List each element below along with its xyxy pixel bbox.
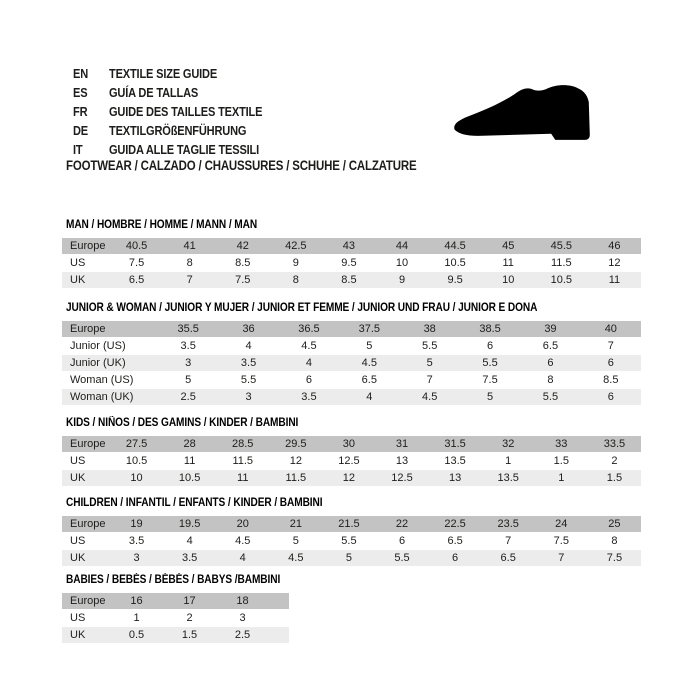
size-cell: 16	[110, 593, 163, 609]
size-cell: 3.5	[279, 389, 339, 405]
size-cell: 13	[429, 470, 482, 486]
size-table-section-kids	[62, 416, 641, 487]
size-cell: 29.5	[269, 436, 322, 452]
size-cell: 36.5	[279, 321, 339, 337]
size-table	[62, 435, 641, 487]
size-cell: 1	[535, 470, 588, 486]
size-cell: 8	[520, 372, 580, 388]
size-cell: 13	[375, 453, 428, 469]
table-row	[62, 372, 641, 388]
table-row	[62, 627, 289, 643]
language-row	[73, 64, 289, 83]
size-cell: 3	[216, 610, 269, 626]
row-label: UK	[62, 470, 110, 486]
size-cell: 3	[110, 550, 163, 566]
size-cell: 4.5	[339, 355, 399, 371]
row-label: Europe	[62, 593, 110, 609]
table-row	[62, 436, 641, 452]
size-cell: 7.5	[588, 550, 641, 566]
size-cell: 4.5	[400, 389, 460, 405]
row-label: UK	[62, 627, 110, 643]
size-cell: 4	[163, 533, 216, 549]
size-cell: 1.5	[163, 627, 216, 643]
table-row	[62, 610, 289, 626]
size-cell: 4.5	[216, 533, 269, 549]
size-cell: 3.5	[158, 338, 218, 354]
size-cell: 10.5	[163, 470, 216, 486]
size-cell: 10	[375, 255, 428, 271]
size-cell: 4.5	[269, 550, 322, 566]
table-row	[62, 550, 641, 566]
language-code: ES	[73, 85, 88, 100]
size-cell: 7	[163, 272, 216, 288]
size-cell: 33	[535, 436, 588, 452]
row-label: Junior (UK)	[62, 355, 158, 371]
language-label: GUIDE DES TAILLES TEXTILE	[109, 104, 263, 119]
table-row	[62, 238, 641, 254]
size-cell: 6.5	[339, 372, 399, 388]
size-cell: 1.5	[588, 470, 641, 486]
size-table-section-babies	[62, 573, 641, 644]
size-cell: 22.5	[429, 516, 482, 532]
size-cell: 4	[339, 389, 399, 405]
size-cell: 31	[375, 436, 428, 452]
size-cell: 30	[322, 436, 375, 452]
size-cell: 13.5	[482, 470, 535, 486]
size-cell: 5.5	[218, 372, 278, 388]
size-cell: 42	[216, 238, 269, 254]
size-cell: 11	[216, 470, 269, 486]
size-cell: 7	[400, 372, 460, 388]
size-cell: 5	[322, 550, 375, 566]
size-cell: 21.5	[322, 516, 375, 532]
size-cell: 18	[216, 593, 269, 609]
size-cell: 39	[520, 321, 580, 337]
row-label: US	[62, 533, 110, 549]
size-cell: 10	[110, 470, 163, 486]
row-label: UK	[62, 550, 110, 566]
size-cell: 11.5	[535, 255, 588, 271]
size-cell: 7.5	[535, 533, 588, 549]
size-cell: 11.5	[216, 453, 269, 469]
size-cell: 7.5	[216, 272, 269, 288]
size-cell: 45	[482, 238, 535, 254]
size-table	[62, 592, 289, 644]
size-cell: 4	[216, 550, 269, 566]
size-cell: 11	[482, 255, 535, 271]
row-label: Woman (US)	[62, 372, 158, 388]
size-cell: 28.5	[216, 436, 269, 452]
size-cell: 45.5	[535, 238, 588, 254]
size-cell: 1	[110, 610, 163, 626]
size-cell: 19.5	[163, 516, 216, 532]
category-heading: FOOTWEAR / CALZADO / CHAUSSURES / SCHUHE / CALZATURE	[66, 158, 417, 173]
size-cell: 8.5	[216, 255, 269, 271]
language-label: GUÍA DE TALLAS	[109, 85, 199, 100]
table-title: KIDS / NIÑOS / DES GAMINS / KINDER / BAMBINI	[66, 417, 299, 429]
size-cell: 8.5	[581, 372, 641, 388]
size-cell: 7	[482, 533, 535, 549]
size-cell: 10.5	[535, 272, 588, 288]
size-cell: 7.5	[460, 372, 520, 388]
size-cell: 44	[375, 238, 428, 254]
language-code: FR	[73, 104, 88, 119]
row-label: Europe	[62, 321, 158, 337]
size-cell: 24	[535, 516, 588, 532]
filler-cell	[269, 593, 289, 609]
size-cell: 21	[269, 516, 322, 532]
size-table-section-junior-woman	[62, 301, 641, 406]
language-row	[73, 83, 289, 102]
size-cell: 43	[322, 238, 375, 254]
size-cell: 38.5	[460, 321, 520, 337]
language-code: EN	[73, 66, 89, 81]
size-cell: 25	[588, 516, 641, 532]
row-label: Woman (UK)	[62, 389, 158, 405]
size-cell: 6.5	[429, 533, 482, 549]
size-cell: 5	[400, 355, 460, 371]
size-cell: 44.5	[429, 238, 482, 254]
size-cell: 11	[588, 272, 641, 288]
size-cell: 5	[460, 389, 520, 405]
size-cell: 9.5	[322, 255, 375, 271]
size-cell: 12	[588, 255, 641, 271]
table-row	[62, 321, 641, 337]
size-cell: 23.5	[482, 516, 535, 532]
table-title: JUNIOR & WOMAN / JUNIOR Y MUJER / JUNIOR ET FEMME / JUNIOR UND FRAU / JUNIOR E DONA	[66, 302, 538, 314]
size-cell: 22	[375, 516, 428, 532]
size-cell: 28	[163, 436, 216, 452]
table-row	[62, 516, 641, 532]
table-row	[62, 533, 641, 549]
size-cell: 3	[218, 389, 278, 405]
filler-cell	[269, 610, 289, 626]
table-title: MAN / HOMBRE / HOMME / MANN / MAN	[66, 219, 258, 231]
size-cell: 3	[158, 355, 218, 371]
size-table-section-man	[62, 218, 641, 289]
size-cell: 40	[581, 321, 641, 337]
table-row	[62, 470, 641, 486]
size-cell: 11	[163, 453, 216, 469]
row-label: US	[62, 610, 110, 626]
size-cell: 19	[110, 516, 163, 532]
size-cell: 42.5	[269, 238, 322, 254]
size-cell: 36	[218, 321, 278, 337]
size-cell: 20	[216, 516, 269, 532]
size-cell: 41	[163, 238, 216, 254]
size-cell: 37.5	[339, 321, 399, 337]
size-cell: 8	[269, 272, 322, 288]
table-row	[62, 593, 289, 609]
table-row	[62, 389, 641, 405]
size-cell: 4	[218, 338, 278, 354]
row-label: Europe	[62, 516, 110, 532]
size-cell: 6	[429, 550, 482, 566]
size-cell: 1	[482, 453, 535, 469]
size-table-section-children	[62, 496, 641, 567]
size-cell: 5.5	[460, 355, 520, 371]
size-cell: 3.5	[163, 550, 216, 566]
language-row	[73, 102, 289, 121]
size-cell: 5.5	[375, 550, 428, 566]
size-cell: 1.5	[535, 453, 588, 469]
size-cell: 3.5	[218, 355, 278, 371]
size-cell: 2.5	[216, 627, 269, 643]
size-cell: 4	[279, 355, 339, 371]
size-cell: 5	[158, 372, 218, 388]
row-label: UK	[62, 272, 110, 288]
size-cell: 5.5	[400, 338, 460, 354]
size-cell: 6	[581, 389, 641, 405]
size-cell: 6	[581, 355, 641, 371]
size-cell: 12.5	[375, 470, 428, 486]
size-cell: 6.5	[520, 338, 580, 354]
table-title: CHILDREN / INFANTIL / ENFANTS / KINDER / BAMBINI	[66, 497, 323, 509]
size-cell: 12.5	[322, 453, 375, 469]
size-cell: 7	[535, 550, 588, 566]
size-cell: 5	[269, 533, 322, 549]
row-label: US	[62, 453, 110, 469]
row-label: Europe	[62, 238, 110, 254]
size-cell: 7	[581, 338, 641, 354]
table-row	[62, 255, 641, 271]
size-cell: 8	[588, 533, 641, 549]
size-cell: 5	[339, 338, 399, 354]
size-cell: 10	[482, 272, 535, 288]
row-label: Junior (US)	[62, 338, 158, 354]
size-cell: 9	[269, 255, 322, 271]
size-cell: 5.5	[322, 533, 375, 549]
size-cell: 6	[520, 355, 580, 371]
size-cell: 5.5	[520, 389, 580, 405]
size-cell: 6.5	[482, 550, 535, 566]
table-row	[62, 355, 641, 371]
size-cell: 12	[269, 453, 322, 469]
size-table	[62, 320, 641, 406]
language-label: GUIDA ALLE TAGLIE TESSILI	[109, 142, 260, 157]
language-code: IT	[73, 142, 83, 157]
size-cell: 9	[375, 272, 428, 288]
size-cell: 6	[460, 338, 520, 354]
language-guide	[73, 64, 289, 159]
size-cell: 6	[279, 372, 339, 388]
size-cell: 0.5	[110, 627, 163, 643]
size-table	[62, 237, 641, 289]
filler-cell	[269, 627, 289, 643]
language-label: TEXTILGRÖßENFÜHRUNG	[109, 123, 247, 138]
table-row	[62, 453, 641, 469]
size-cell: 12	[322, 470, 375, 486]
size-cell: 8.5	[322, 272, 375, 288]
size-cell: 11.5	[269, 470, 322, 486]
table-row	[62, 272, 641, 288]
size-cell: 17	[163, 593, 216, 609]
table-title: BABIES / BEBÉS / BÉBÉS / BABYS /BAMBINI	[66, 574, 281, 586]
table-row	[62, 338, 641, 354]
language-row	[73, 121, 289, 140]
row-label: Europe	[62, 436, 110, 452]
size-cell: 6	[375, 533, 428, 549]
size-cell: 33.5	[588, 436, 641, 452]
size-cell: 3.5	[110, 533, 163, 549]
size-cell: 10.5	[110, 453, 163, 469]
language-label: TEXTILE SIZE GUIDE	[109, 66, 218, 81]
size-cell: 32	[482, 436, 535, 452]
size-cell: 9.5	[429, 272, 482, 288]
shoe-icon	[447, 83, 631, 146]
language-row	[73, 140, 289, 159]
size-cell: 31.5	[429, 436, 482, 452]
size-cell: 6.5	[110, 272, 163, 288]
size-table	[62, 515, 641, 567]
size-cell: 10.5	[429, 255, 482, 271]
language-code: DE	[73, 123, 89, 138]
size-cell: 7.5	[110, 255, 163, 271]
size-cell: 40.5	[110, 238, 163, 254]
size-cell: 35.5	[158, 321, 218, 337]
row-label: US	[62, 255, 110, 271]
size-cell: 38	[400, 321, 460, 337]
size-cell: 2.5	[158, 389, 218, 405]
size-cell: 2	[588, 453, 641, 469]
size-cell: 2	[163, 610, 216, 626]
size-cell: 8	[163, 255, 216, 271]
size-cell: 4.5	[279, 338, 339, 354]
size-cell: 27.5	[110, 436, 163, 452]
size-cell: 13.5	[429, 453, 482, 469]
size-cell: 46	[588, 238, 641, 254]
